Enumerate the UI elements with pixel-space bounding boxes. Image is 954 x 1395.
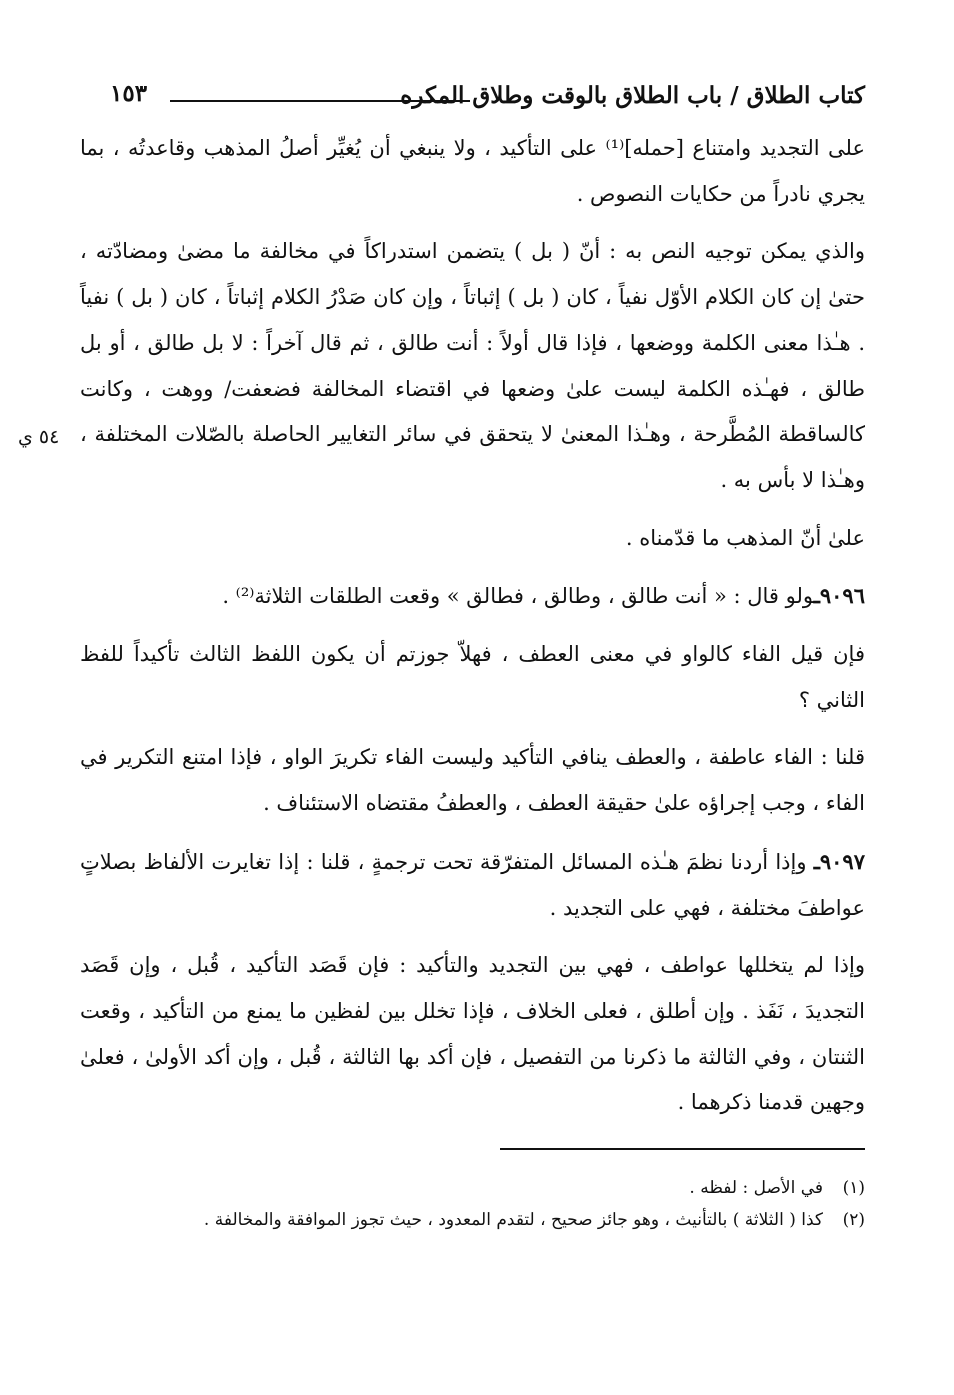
- footnotes: [80, 1172, 865, 1236]
- numbered-paragraph: [80, 573, 865, 620]
- paragraph-text: فإن قيل الفاء كالواو في معنى العطف ، فهلاّ جوزتم أن يكون اللفظ الثالث تأكيداً للفظ الثاني ؟: [80, 642, 865, 712]
- footnote-separator: [500, 1148, 865, 1150]
- paragraph-text: ولو قال : « أنت طالق ، وطالق ، فطالق » وقعت الطلقات الثلاثة⁽²⁾ .: [222, 584, 814, 609]
- paragraph-text: قلنا : الفاء عاطفة ، والعطف ينافي التأكيد وليست الفاء تكريرَ الواو ، فإذا امتنع التكرير في الفاء ، وجب إجراؤه علىٰ حقيقة العطف ، والعطفُ مقتضاه الاستئناف .: [80, 745, 865, 816]
- paragraph-text: وإذا لم يتخللها عواطف ، فهي بين التجديد والتأكيد : فإن قَصَد التأكيد ، قُبل ، وإن قَصَد التجديدَ ، نَفَذ . وإن أطلق ، فعلى الخلاف ، فإذا تخلل بين لفظين ما يمنع من التأكيد ، وقعت الثنتان ، وفي الثالثة ما ذكرنا من التفصيل ، فإن أكد بها الثالثة ، قُبل ، وإن أكد الأولىٰ ، فعلىٰ وجهين قدمنا ذكرهما .: [80, 953, 865, 1115]
- margin-folio-note: ٥٤ ي: [18, 426, 60, 448]
- footnote-text: في الأصل : لفظه .: [689, 1178, 823, 1198]
- footnote-number: (٢): [842, 1210, 865, 1230]
- paragraph: [80, 632, 865, 723]
- header-title: كتاب الطلاق / باب الطلاق بالوقت وطلاق المكره: [400, 82, 865, 109]
- main-text: [80, 126, 865, 1126]
- header-rule: [170, 100, 470, 102]
- paragraph: [80, 516, 865, 562]
- numbered-paragraph: [80, 839, 865, 931]
- footnote-text: كذا ( الثلاثة ) بالتأنيث ، وهو جائز صحيح ، لتقدم المعدود ، حيث تجوز الموافقة والمخالفة .: [203, 1210, 823, 1230]
- page-number: ١٥٣: [110, 80, 148, 107]
- footnote: [80, 1172, 865, 1204]
- paragraph: [80, 943, 865, 1126]
- running-header: [80, 80, 865, 120]
- paragraph-number: ٩٠٩٧ـ: [813, 848, 865, 874]
- paragraph-text: والذي يمكن توجيه النص به : أنّ ( بل ) يتضمن استدراكاً في مخالفة ما مضىٰ ومضادّته ، حتىٰ إن كان الكلام الأوّل نفياً ، كان ( بل ) إثباتاً ، وإن كان صَدْرُ الكلام إثباتاً ، كان ( بل ) نفياً . هـٰذا معنى الكلمة ووضعها ، فإذا قال أولاً : أنت طالق ، ثم قال آخراً : لا بل طالق ، أو بل طالق ، فهـٰذه الكلمة ليست علىٰ وضعها في اقتضاء المخالفة فضعفت/ ووهت ، وكانت كالساقطة المُطَّرحة ، وهـٰذا المعنىٰ لا يتحقق في سائر التغايير الحاصلة بالصّلات المختلفة ، وهـٰذا لا بأس به .: [80, 239, 865, 492]
- paragraph-number: ٩٠٩٦ـ: [813, 583, 865, 609]
- footnote-number: (١): [842, 1178, 865, 1198]
- paragraph-text: على التجديد وامتناع [حمله]⁽¹⁾ على التأكيد ، ولا ينبغي أن يُغيِّر أصلُ المذهب وقاعدتُه ، بما يجري نادراً من حكايات النصوص .: [80, 136, 865, 206]
- paragraph-text: وإذا أردنا نظمَ هـٰذه المسائل المتفرّقة تحت ترجمةٍ ، قلنا : إذا تغايرت الألفاظ بصلاتٍ عواطفَ مختلفة ، فهي على التجديد .: [80, 849, 865, 920]
- footnote: [80, 1204, 865, 1236]
- paragraph: [80, 126, 865, 217]
- paragraph: [80, 735, 865, 826]
- paragraph: [80, 229, 865, 503]
- paragraph-text: علىٰ أنّ المذهب ما قدّمناه .: [625, 525, 865, 550]
